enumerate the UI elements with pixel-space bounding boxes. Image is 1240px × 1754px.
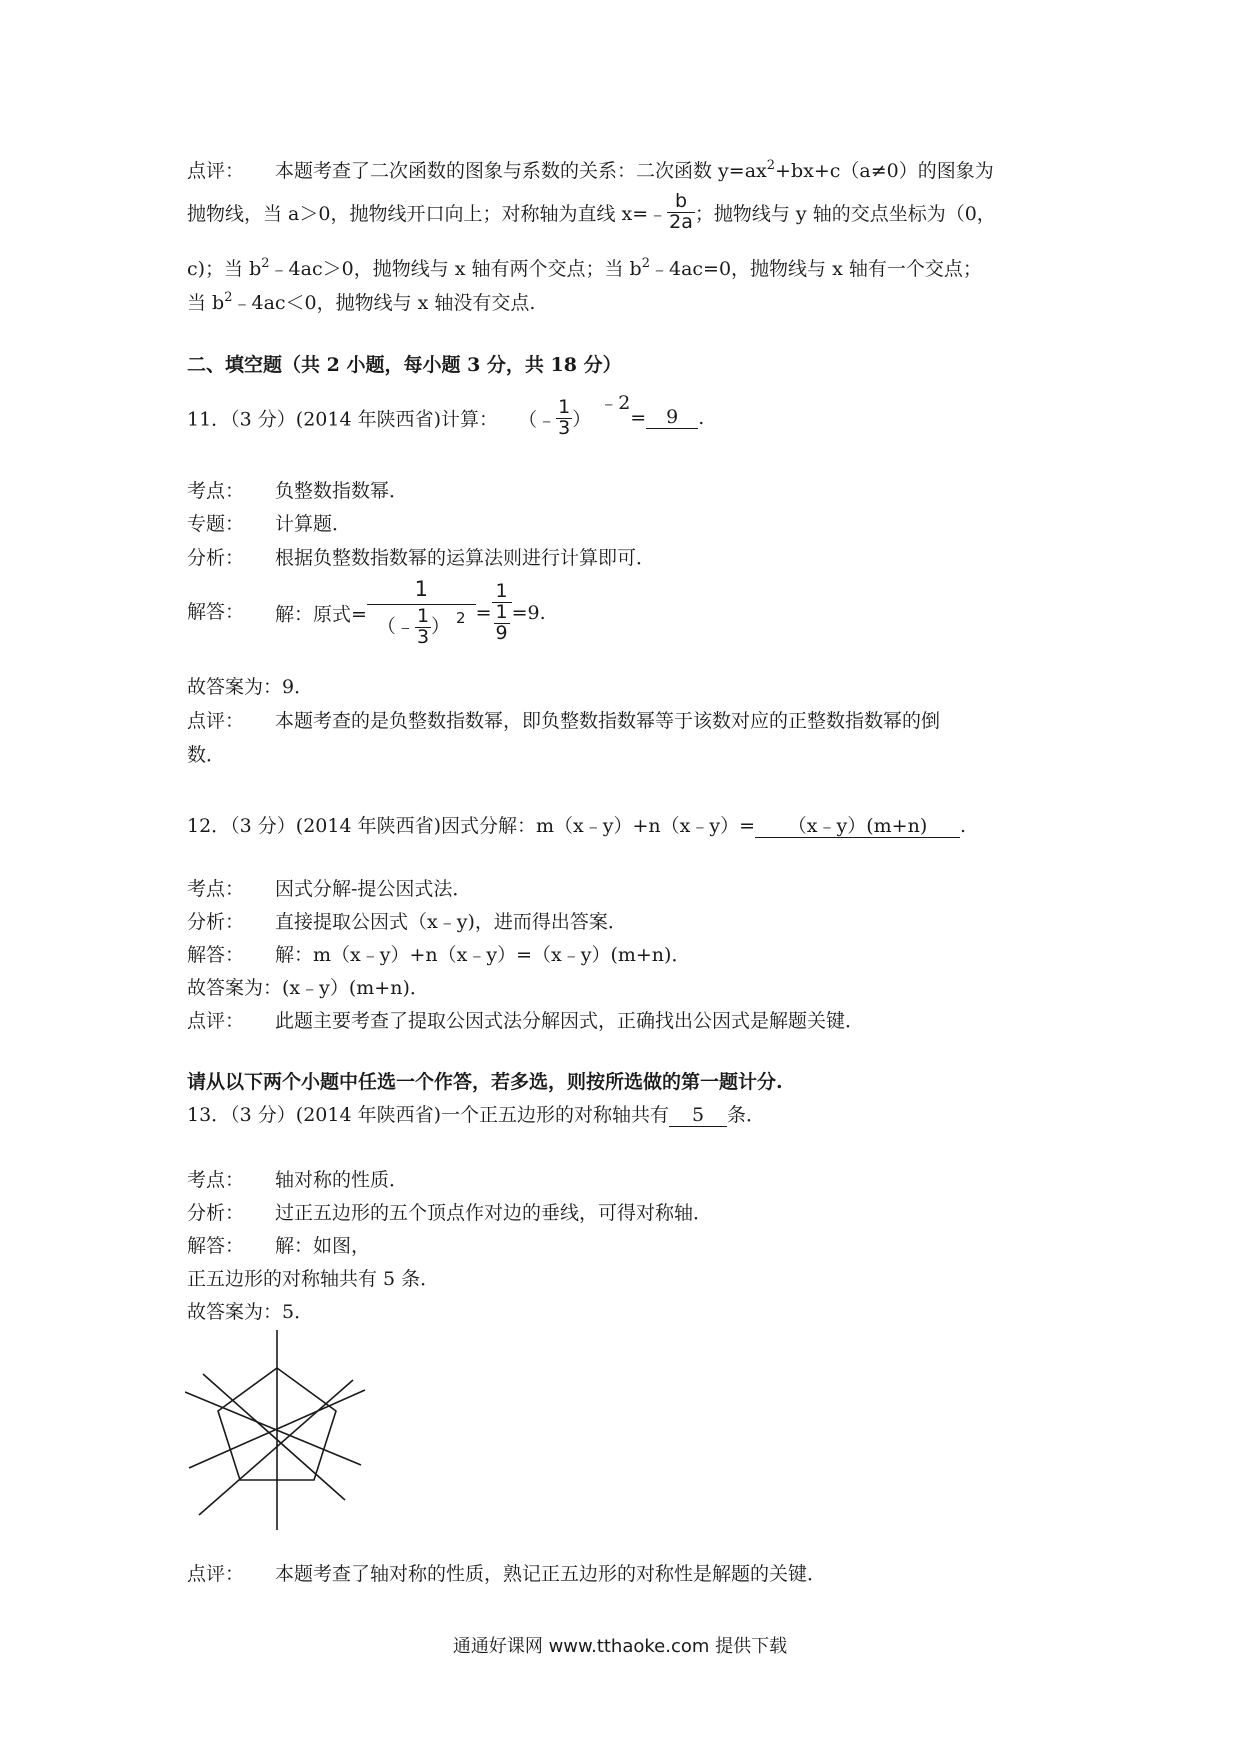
kaodian-label: 考点： <box>187 1169 245 1191</box>
pentagon-figure <box>185 1330 370 1530</box>
answer-line: 故答案为：9． <box>187 676 314 698</box>
review-text-line-2: 数． <box>187 744 226 766</box>
fenxi-label: 分析： <box>187 1202 245 1224</box>
review-text: 本题考查了轴对称的性质，熟记正五边形的对称性是解题的关键． <box>275 1563 827 1585</box>
fenxi-text: 直接提取公因式（x﹣y)，进而得出答案． <box>275 911 627 933</box>
question-12: 12．（3 分）(2014 年陕西省)因式分解：m（x﹣y）+n（x﹣y）= （x﹣y）(m+n) . <box>187 815 967 837</box>
zhuanti-label: 专题： <box>187 513 245 535</box>
review-text-line-4: 当 $b^2﹣4ac<0$，抛物线与 x 轴没有交点. <box>187 290 536 314</box>
review-label: 点评： <box>187 1010 245 1032</box>
choose-note: 请从以下两个小题中任选一个作答，若多选，则按所选做的第一题计分. <box>187 1071 783 1093</box>
nested-fraction: $\frac{1}{\frac{1}{9}}$ <box>492 582 512 644</box>
section-title: 二、填空题（共 2 小题，每小题 3 分，共 18 分） <box>187 354 622 376</box>
jieda-text: 解：如图， <box>275 1235 371 1257</box>
review-label: 点评： <box>187 1563 245 1585</box>
fenxi-text: 根据负整数指数幂的运算法则进行计算即可． <box>275 547 656 569</box>
kaodian-text: 轴对称的性质． <box>275 1169 409 1191</box>
kaodian-label: 考点： <box>187 878 245 900</box>
kaodian-label: 考点： <box>187 480 245 502</box>
review-text: 此题主要考查了提取公因式法分解因式，正确找出公因式是解题关键． <box>275 1010 865 1032</box>
kaodian-text: 因式分解-提公因式法． <box>275 878 472 900</box>
kaodian-text: 负整数指数幂． <box>275 480 409 502</box>
fenxi-label: 分析： <box>187 911 245 933</box>
answer-blank: 5 <box>669 1105 727 1127</box>
review-text-line-3: c)；当 $b^2﹣4ac>0$，抛物线与 x 轴有两个交点；当 $b^2﹣4ac=0$，抛物线与 x 轴有一个交点； <box>187 256 982 280</box>
answer-blank: 9 <box>646 407 698 429</box>
zhuanti-text: 计算题． <box>275 513 352 535</box>
answer-line: 故答案为：(x﹣y）(m+n)． <box>187 977 429 999</box>
review-label: 点评： <box>187 710 245 732</box>
q11-fraction: $\frac{1}{3}$ <box>558 395 571 439</box>
review-label: 点评： <box>187 160 245 182</box>
jieda-formula: 解：原式= 1 （﹣ $\frac{1}{3}$ ） $^2$ = $\frac{1}{\frac{1}{9}}$ =9. <box>275 577 546 648</box>
jieda-label: 解答： <box>187 944 245 966</box>
symmetry-axis <box>203 1374 345 1500</box>
jieda-line-2: 正五边形的对称轴共有 5 条． <box>187 1268 440 1290</box>
review-text-line-1: 本题考查了二次函数的图象与系数的关系：二次函数 $y=ax^2+bx+c(a\ne 0)$的图象为 <box>275 158 994 182</box>
fenxi-text: 过正五边形的五个顶点作对边的垂线，可得对称轴． <box>275 1202 713 1224</box>
big-fraction: 1 （﹣ $\frac{1}{3}$ ） $^2$ <box>367 578 476 648</box>
answer-line: 故答案为：5． <box>187 1301 314 1323</box>
fenxi-label: 分析： <box>187 547 245 569</box>
answer-blank: （x﹣y）(m+n) <box>755 816 960 838</box>
review-text-line-2: 抛物线，当 a＞0，抛物线开口向上；对称轴为直线 x=﹣ $\frac{b}{2a}$ ；抛物线与 y 轴的交点坐标为（0， <box>187 190 996 233</box>
symmetry-axis <box>199 1380 353 1515</box>
jieda-label: 解答： <box>187 601 245 623</box>
jieda-text: 解：m（x﹣y）+n（x﹣y）=（x﹣y）(m+n)． <box>275 944 691 966</box>
page-footer: 通通好课网 www.tthaoke.com 提供下载 <box>452 1636 788 1657</box>
question-13: 13．（3 分）(2014 年陕西省)一个正五边形的对称轴共有 5 条． <box>187 1104 766 1126</box>
jieda-label: 解答： <box>187 1235 245 1257</box>
review-text-line-1: 本题考查的是负整数指数幂，即负整数指数幂等于该数对应的正整数指数幂的倒 <box>275 710 941 732</box>
axis-fraction: $\frac{b}{2a}$ <box>669 190 693 233</box>
question-11: 11．（3 分）(2014 年陕西省)计算： （﹣ $\frac{1}{3}$ ）﹣2= 9 . <box>187 392 705 439</box>
